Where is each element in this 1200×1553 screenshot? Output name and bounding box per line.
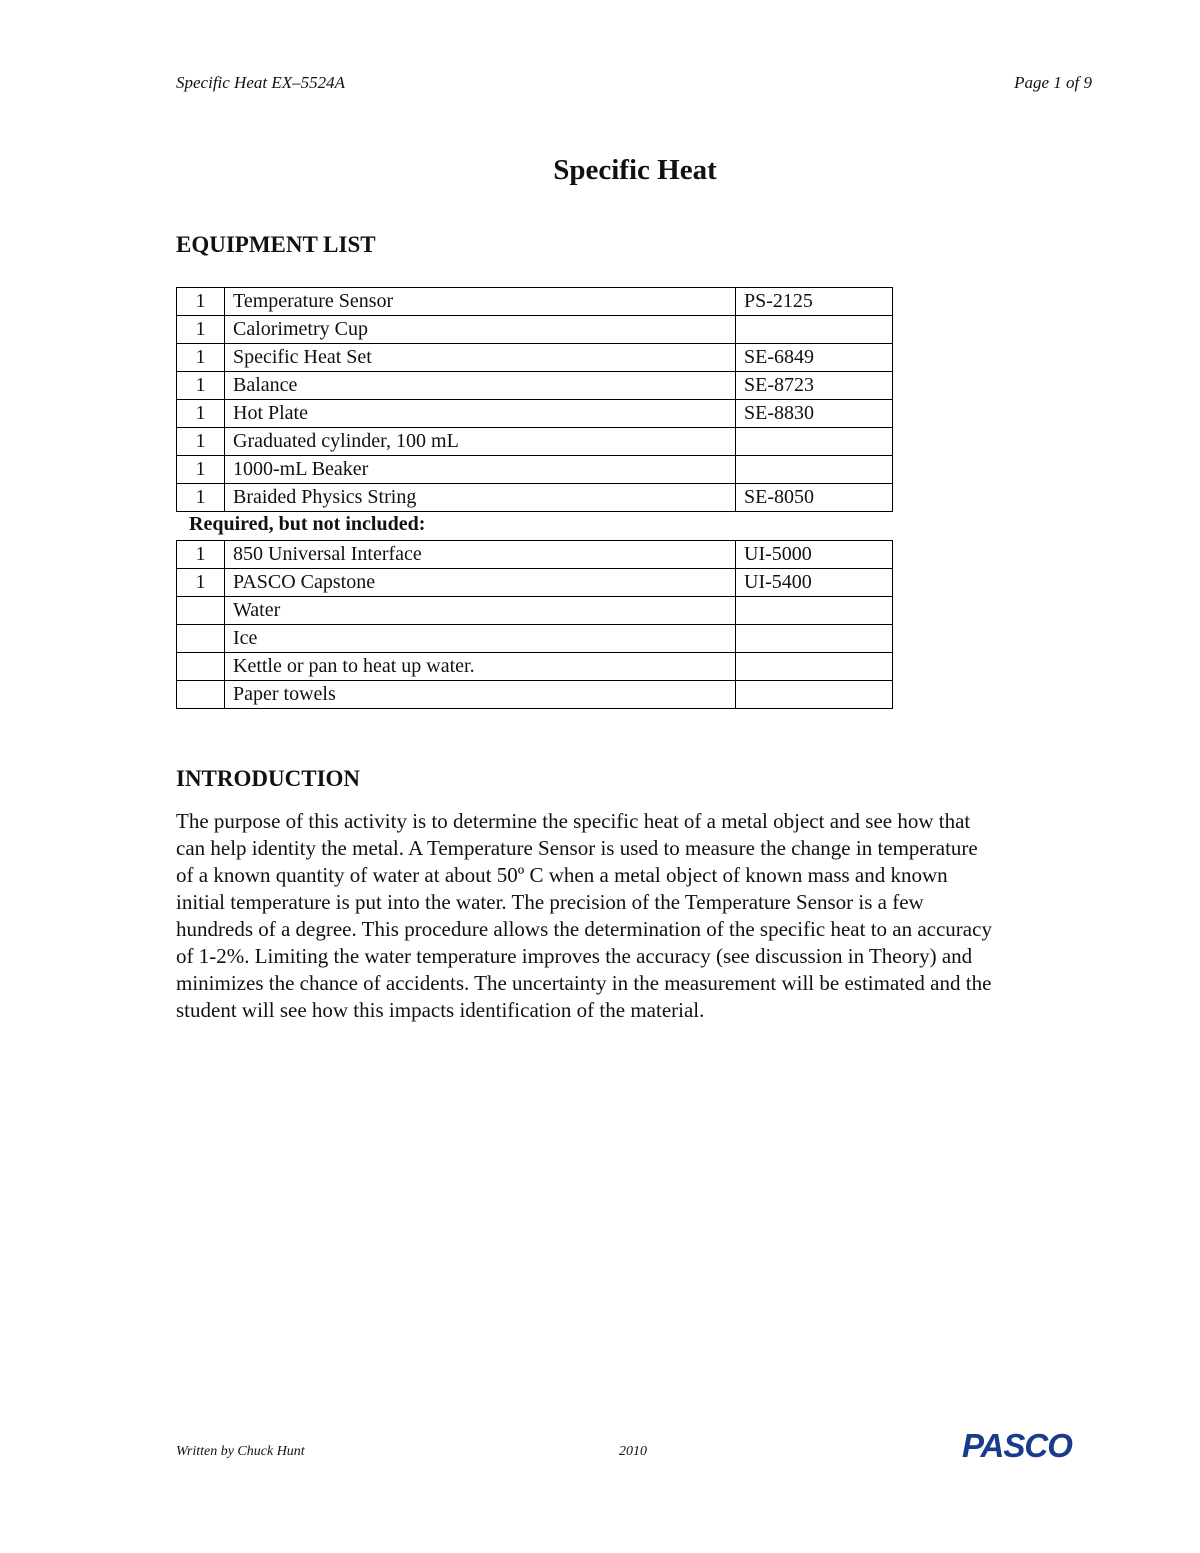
item-name-cell: Ice bbox=[225, 625, 736, 653]
item-name-cell: Calorimetry Cup bbox=[225, 316, 736, 344]
item-name-cell: Hot Plate bbox=[225, 400, 736, 428]
qty-cell bbox=[177, 653, 225, 681]
table-row bbox=[177, 456, 893, 484]
pasco-logo bbox=[960, 1427, 1100, 1463]
qty-cell: 1 bbox=[177, 428, 225, 456]
qty-cell bbox=[177, 681, 225, 709]
table-row bbox=[177, 597, 893, 625]
item-name-cell: 850 Universal Interface bbox=[225, 541, 736, 569]
table-row bbox=[177, 681, 893, 709]
qty-cell: 1 bbox=[177, 400, 225, 428]
qty-cell: 1 bbox=[177, 344, 225, 372]
table-row bbox=[177, 372, 893, 400]
required-equipment-table bbox=[176, 540, 893, 709]
qty-cell bbox=[177, 597, 225, 625]
table-row bbox=[177, 288, 893, 316]
part-number-cell: SE-6849 bbox=[736, 344, 893, 372]
table-row bbox=[177, 653, 893, 681]
item-name-cell: Kettle or pan to heat up water. bbox=[225, 653, 736, 681]
item-name-cell: Braided Physics String bbox=[225, 484, 736, 512]
part-number-cell bbox=[736, 456, 893, 484]
part-number-cell: SE-8830 bbox=[736, 400, 893, 428]
item-name-cell: Specific Heat Set bbox=[225, 344, 736, 372]
table-row bbox=[177, 484, 893, 512]
qty-cell: 1 bbox=[177, 288, 225, 316]
item-name-cell: Graduated cylinder, 100 mL bbox=[225, 428, 736, 456]
table-row bbox=[177, 541, 893, 569]
part-number-cell: UI-5000 bbox=[736, 541, 893, 569]
part-number-cell: SE-8723 bbox=[736, 372, 893, 400]
required-note: Required, but not included: bbox=[189, 513, 426, 535]
header-page-number: Page 1 of 9 bbox=[1014, 73, 1092, 92]
footer-year: 2010 bbox=[619, 1444, 647, 1459]
footer-author: Written by Chuck Hunt bbox=[176, 1444, 305, 1459]
part-number-cell: SE-8050 bbox=[736, 484, 893, 512]
table-row bbox=[177, 316, 893, 344]
header-doc-id: Specific Heat EX–5524A bbox=[176, 73, 346, 92]
qty-cell: 1 bbox=[177, 316, 225, 344]
part-number-cell: PS-2125 bbox=[736, 288, 893, 316]
equipment-table bbox=[176, 287, 893, 512]
table-row bbox=[177, 625, 893, 653]
part-number-cell bbox=[736, 625, 893, 653]
qty-cell: 1 bbox=[177, 456, 225, 484]
item-name-cell: Temperature Sensor bbox=[225, 288, 736, 316]
qty-cell: 1 bbox=[177, 569, 225, 597]
part-number-cell bbox=[736, 597, 893, 625]
introduction-heading: INTRODUCTION bbox=[176, 766, 361, 791]
item-name-cell: 1000-mL Beaker bbox=[225, 456, 736, 484]
item-name-cell: Paper towels bbox=[225, 681, 736, 709]
part-number-cell bbox=[736, 316, 893, 344]
svg-text:PASCO: PASCO bbox=[962, 1427, 1072, 1463]
equipment-heading: EQUIPMENT LIST bbox=[176, 232, 376, 257]
part-number-cell bbox=[736, 681, 893, 709]
qty-cell: 1 bbox=[177, 541, 225, 569]
table-row bbox=[177, 400, 893, 428]
introduction-body: The purpose of this activity is to determine the specific heat of a metal object and see how that can help identity the metal. A Temperature Sensor is used to measure the change in temperature of a known quantity of water at about 50º C when a metal object of known mass and known initial temperature is put into the water. The precision of the Temperature Sensor is a few hundreds of a degree. This procedure allows the determination of the specific heat to an accuracy of 1-2%. Limiting the water temperature improves the accuracy (see discussion in Theory) and minimizes the chance of accidents. The uncertainty in the measurement will be estimated and the student will see how this impacts identification of the material. bbox=[176, 809, 992, 1022]
table-row bbox=[177, 344, 893, 372]
page-title: Specific Heat bbox=[553, 154, 717, 186]
qty-cell: 1 bbox=[177, 372, 225, 400]
item-name-cell: Balance bbox=[225, 372, 736, 400]
part-number-cell bbox=[736, 653, 893, 681]
table-row bbox=[177, 569, 893, 597]
item-name-cell: PASCO Capstone bbox=[225, 569, 736, 597]
part-number-cell: UI-5400 bbox=[736, 569, 893, 597]
item-name-cell: Water bbox=[225, 597, 736, 625]
qty-cell: 1 bbox=[177, 484, 225, 512]
qty-cell bbox=[177, 625, 225, 653]
part-number-cell bbox=[736, 428, 893, 456]
table-row bbox=[177, 428, 893, 456]
